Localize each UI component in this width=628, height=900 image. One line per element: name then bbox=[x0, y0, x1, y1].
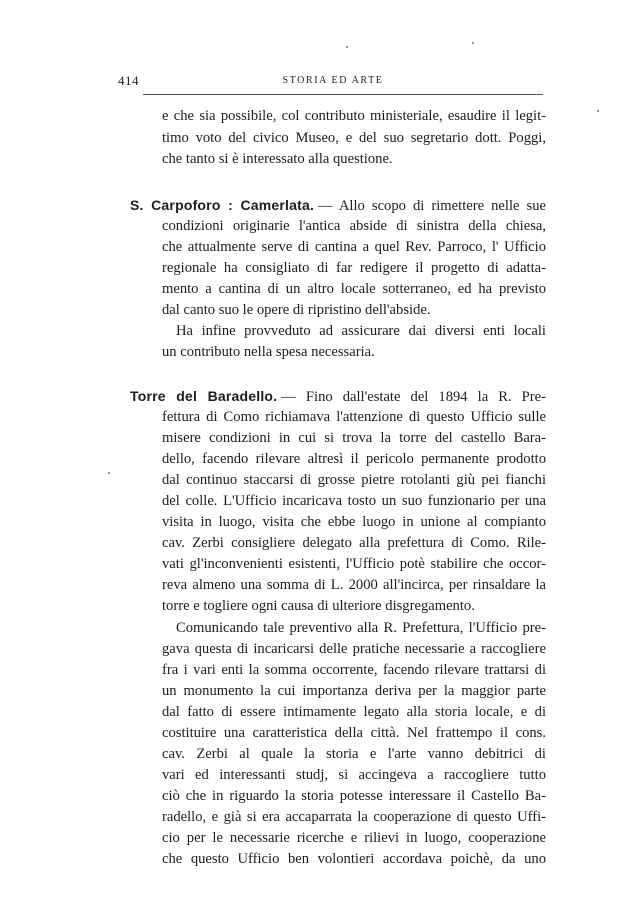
text-line: che questo Ufficio ben volontieri accordava poichè, da uno bbox=[162, 851, 546, 867]
text-line: ciò che in riguardo la storia potesse interessare il Castello Ba- bbox=[162, 788, 546, 804]
text-line: costituire una caratteristica della città. Nel frattempo il cons. bbox=[162, 725, 546, 741]
scan-speck bbox=[108, 472, 110, 474]
text-line: che attualmente serve di cantina a quel Rev. Parroco, l' Ufficio bbox=[162, 239, 546, 255]
text-line: mento a cantina di un altro locale sotterraneo, ed ha previsto bbox=[162, 281, 546, 297]
text-line: cav. Zerbi consigliere delegato alla prefettura di Como. Rile- bbox=[162, 535, 546, 551]
page-header bbox=[118, 73, 548, 93]
text-line: dello, facendo rilevare altresì il pericolo permanente prodotto bbox=[162, 451, 546, 467]
section-heading: Torre del Baradello. bbox=[130, 388, 278, 404]
scan-speck bbox=[346, 46, 348, 48]
text-line: cav. Zerbi al quale la storia e l'arte vanno debitrici di bbox=[162, 746, 546, 762]
text-line: cio per le necessarie ricerche e rilievi in luogo, cooperazione bbox=[162, 830, 546, 846]
header-rule bbox=[143, 94, 543, 95]
text-line: dal canto suo le opere di ripristino dell'abside. bbox=[162, 302, 431, 318]
text-line: un monumento la cui importanza deriva per la maggior parte bbox=[162, 683, 546, 699]
text-line: — Allo scopo di rimettere nelle sue bbox=[318, 198, 546, 214]
text-line: vari ed interessanti studj, si accingeva a raccogliere tutto bbox=[162, 767, 546, 783]
text-line: fettura di Como richiamava l'attenzione di questo Ufficio sulle bbox=[162, 409, 546, 425]
section-first-line bbox=[130, 195, 546, 216]
running-head: STORIA ED ARTE bbox=[282, 75, 384, 86]
scan-speck bbox=[472, 42, 474, 44]
section-heading: S. Carpoforo : Camerlata. bbox=[130, 197, 315, 213]
text-line: condizioni originarie l'antica abside di sinistra della chiesa, bbox=[162, 218, 546, 234]
text-line: Ha infine provveduto ad assicurare dai diversi enti locali bbox=[176, 323, 546, 339]
text-line: e che sia possibile, col contributo ministeriale, esaudire il legit- bbox=[162, 108, 546, 124]
text-line: torre e togliere ogni causa di ulteriore disgregamento. bbox=[162, 598, 475, 614]
page-number: 414 bbox=[118, 73, 139, 88]
text-line: reva almeno una somma di L. 2000 all'incirca, per rinsaldare la bbox=[162, 577, 546, 593]
text-line: un contributo nella spesa necessaria. bbox=[162, 344, 375, 360]
text-line: dal fatto di essere intimamente legato alla storia locale, e di bbox=[162, 704, 546, 720]
text-line: che tanto si è interessato alla questione. bbox=[162, 151, 393, 167]
text-line: visita in luogo, visita che ebbe luogo in unione al compianto bbox=[162, 514, 546, 530]
text-line: del colle. L'Ufficio incaricava tosto un suo funzionario per una bbox=[162, 493, 546, 509]
text-line: Comunicando tale preventivo alla R. Prefettura, l'Ufficio pre- bbox=[176, 620, 546, 636]
text-line: vati gl'inconvenienti esistenti, l'Ufficio potè stabilire che occor- bbox=[162, 556, 546, 572]
text-line: — Fino dall'estate del 1894 la R. Pre- bbox=[281, 389, 546, 405]
text-line: radello, e già si era accaparrata la cooperazione di questo Uffi- bbox=[162, 809, 546, 825]
text-line: timo voto del civico Museo, e del suo segretario dott. Poggi, bbox=[162, 130, 546, 146]
text-line: gava questa di incaricarsi delle pratiche necessarie a raccogliere bbox=[162, 641, 546, 657]
scan-speck bbox=[597, 110, 599, 112]
text-line: misere condizioni in cui si trova la torre del castello Bara- bbox=[162, 430, 546, 446]
text-line: regionale ha consigliato di far redigere il progetto di adatta- bbox=[162, 260, 546, 276]
text-line: dal continuo staccarsi di grosse pietre rotolanti giù pei fianchi bbox=[162, 472, 546, 488]
section-first-line bbox=[130, 386, 546, 407]
text-line: fra i vari enti la somma occorrente, facendo rilevare trattarsi di bbox=[162, 662, 546, 678]
